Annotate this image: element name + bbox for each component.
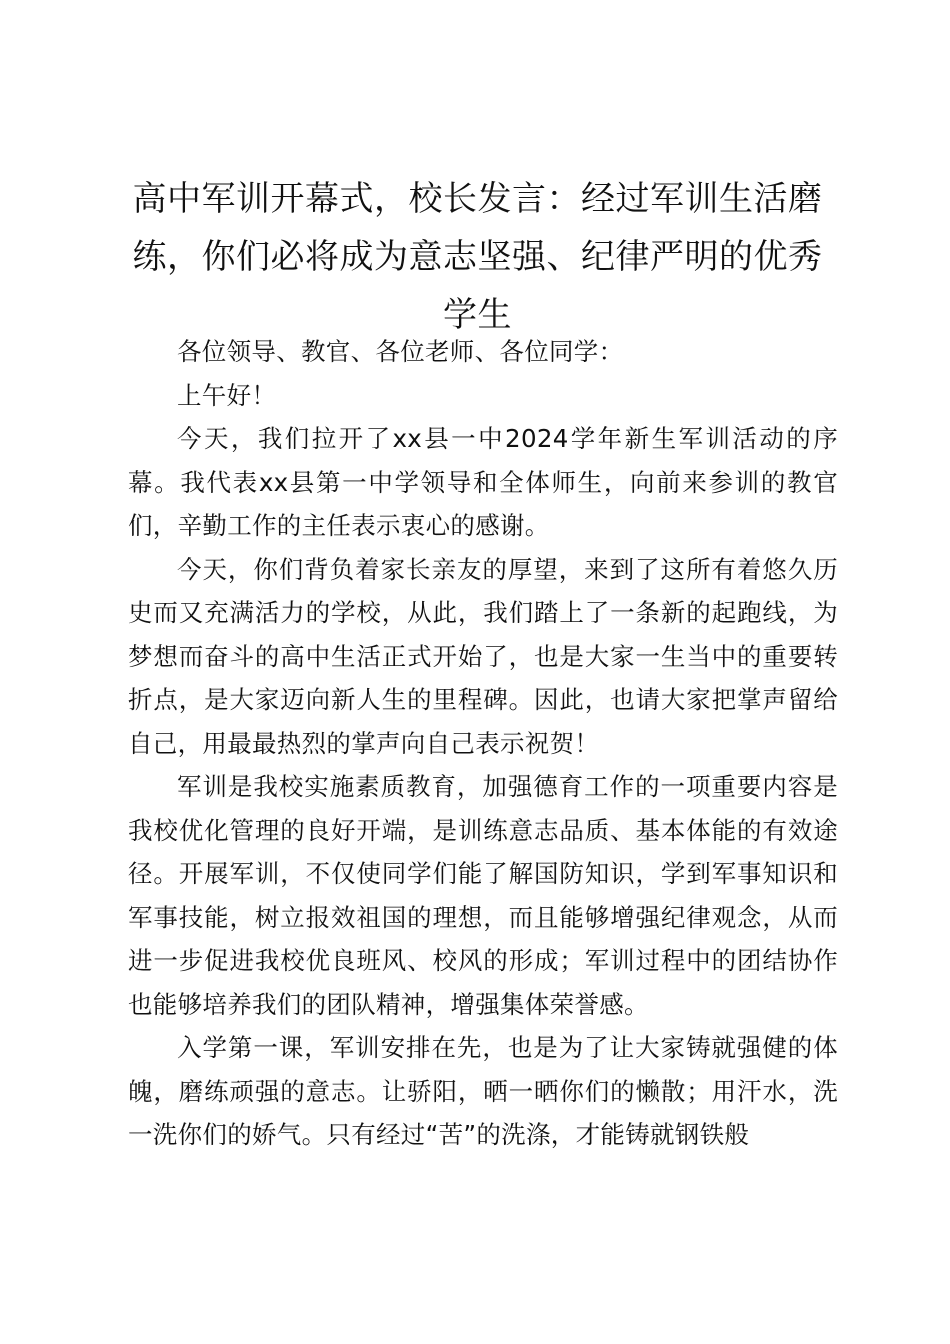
body-paragraph: 军训是我校实施素质教育，加强德育工作的一项重要内容是我校优化管理的良好开端，是训练意志品质、基本体能的有效途径。开展军训，不仅使同学们能了解国防知识，学到军事知识和军事技能，树立报效祖国的理想，而且能够增强纪律观念，从而进一步促进我校优良班风、校风的形成；军训过程中的团结协作也能够培养我们的团队精神，增强集体荣誉感。 [128, 772, 838, 1019]
salutation-paragraph: 各位领导、教官、各位老师、各位同学： [177, 337, 624, 366]
body-paragraph: 今天，你们背负着家长亲友的厚望，来到了这所有着悠久历史而又充满活力的学校，从此，我们踏上了一条新的起跑线，为梦想而奋斗的高中生活正式开始了，也是大家一生当中的重要转折点，是大家迈向新人生的里程碑。因此，也请大家把掌声留给自己，用最最热烈的掌声向自己表示祝贺！ [128, 554, 838, 758]
body-paragraph: 入学第一课，军训安排在先，也是为了让大家铸就强健的体魄，磨练顽强的意志。让骄阳，晒一晒你们的懒散；用汗水，洗一洗你们的娇气。只有经过“苦”的洗涤，才能铸就钢铁般 [128, 1033, 838, 1149]
body-paragraph: 今天，我们拉开了xx县一中2024学年新生军训活动的序幕。我代表xx县第一中学领导和全体师生，向前来参训的教官们，辛勤工作的主任表示衷心的感谢。 [128, 424, 838, 540]
document-body [128, 330, 838, 1157]
document-title: 高中军训开幕式，校长发言：经过军训生活磨练，你们必将成为意志坚强、纪律严明的优秀学生 [132, 179, 823, 335]
greeting-paragraph: 上午好！ [177, 380, 277, 410]
